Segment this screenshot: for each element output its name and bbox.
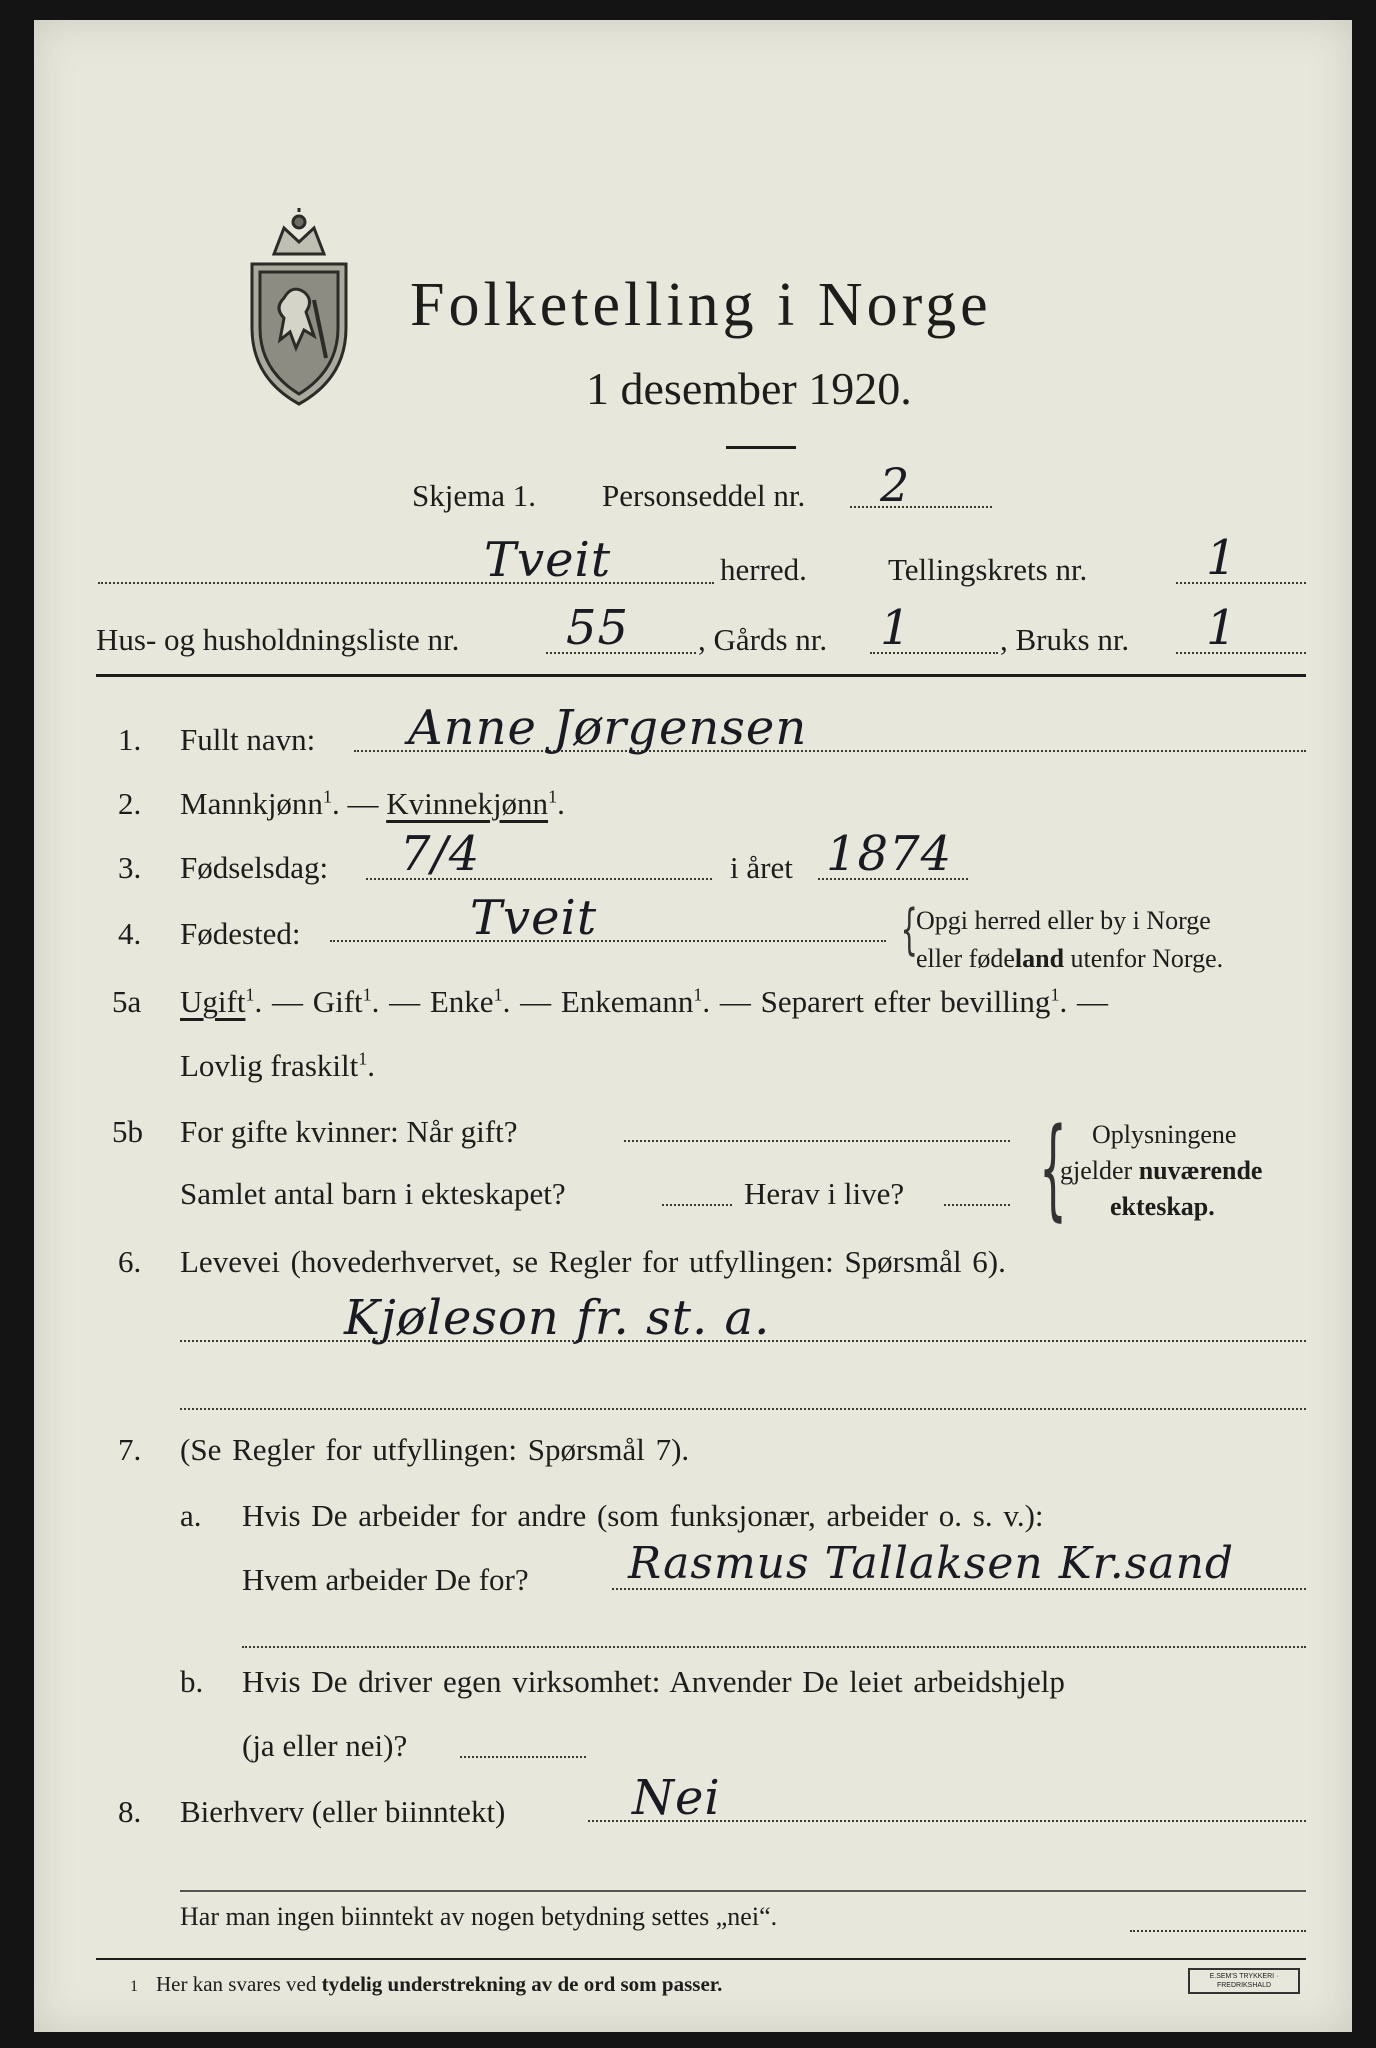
birthday-value: 7/4 (400, 826, 481, 882)
tellingskrets-value: 1 (1206, 530, 1238, 586)
side-income-value: Nei (632, 1770, 721, 1826)
employer-label: Hvem arbeider De for? (242, 1562, 529, 1597)
printer-stamp: E.SEM'S TRYKKERI · FREDRIKSHALD (1188, 1968, 1300, 1994)
question-8-number: 8. (118, 1794, 142, 1829)
bruks-label: , Bruks nr. (1000, 622, 1130, 657)
footer-separator (180, 1890, 1306, 1892)
hired-help-label: (ja eller nei)? (242, 1728, 408, 1763)
sex-options: Mannkjønn$^1$. — Kvinnekjønn$^1$. (180, 786, 565, 821)
birthplace-note-line-1: Opgi herred eller by i Norge (916, 906, 1211, 935)
footnote-separator (96, 1958, 1306, 1960)
lovlig-fraskilt-option: Lovlig fraskilt$^1$. (180, 1048, 375, 1083)
birthplace-note-line-2: eller fødeland utenfor Norge. (916, 944, 1224, 973)
birth-year-label: i året (730, 850, 793, 885)
herred-value: Tveit (484, 532, 612, 588)
marriage-note-line-3: ekteskap. (1110, 1192, 1215, 1221)
husholdningsliste-label: Hus- og husholdningsliste nr. (96, 622, 460, 657)
question-7a-label: Hvis De arbeider for andre (som funksjonær, arbeider o. s. v.): (242, 1498, 1044, 1533)
birthplace-note-brace: { (900, 898, 918, 961)
census-date: 1 desember 1920. (586, 363, 912, 414)
full-name-value: Anne Jørgensen (408, 700, 808, 756)
married-when-label: For gifte kvinner: Når gift? (180, 1114, 518, 1149)
birthday-label: Fødselsdag: (180, 850, 329, 885)
children-count-label: Samlet antal barn i ekteskapet? (180, 1176, 566, 1211)
norway-coat-of-arms-icon (244, 208, 354, 408)
birth-year-value: 1874 (826, 826, 953, 882)
title-divider (726, 446, 796, 449)
question-5a-number: 5a (112, 984, 142, 1019)
header-separator (96, 674, 1306, 677)
question-7-number: 7. (118, 1432, 142, 1467)
bruks-value: 1 (1206, 600, 1238, 656)
marriage-note-brace: { (1039, 1104, 1067, 1232)
husholdningsliste-value: 55 (566, 600, 630, 656)
birthplace-label: Fødested: (180, 916, 301, 951)
question-1-number: 1. (118, 722, 142, 757)
personseddel-value: 2 (880, 458, 911, 512)
question-7b-label: Hvis De driver egen virksomhet: Anvender De leiet arbeidshjelp (242, 1664, 1065, 1699)
herred-label: herred. (720, 552, 807, 587)
question-6-number: 6. (118, 1244, 142, 1279)
tellingskrets-label: Tellingskrets nr. (888, 552, 1088, 587)
marital-status-options: Ugift$^1$. — Gift$^1$. — Enke$^1$. — Enkemann$^1$. — Separert efter bevilling$^1$. — (180, 984, 1108, 1019)
occupation-value: Kjøleson fr. st. a. (344, 1290, 771, 1346)
personseddel-label: Personseddel nr. (602, 478, 806, 513)
gards-label: , Gårds nr. (698, 622, 828, 657)
occupation-label: Levevei (hovederhvervet, se Regler for utfyllingen: Spørsmål 6). (180, 1244, 1006, 1279)
question-7a-number: a. (180, 1498, 202, 1533)
marriage-note-line-1: Oplysningene (1092, 1120, 1237, 1149)
question-4-number: 4. (118, 916, 142, 951)
male-option: Mannkjønn (180, 786, 323, 821)
marriage-note-line-2: gjelder nuværende (1060, 1156, 1263, 1185)
question-2-number: 2. (118, 786, 142, 821)
form-title: Folketelling i Norge (410, 271, 992, 339)
ugift-option: Ugift (180, 984, 246, 1019)
side-income-label: Bierhverv (eller biinntekt) (180, 1794, 506, 1829)
question-5b-number: 5b (112, 1114, 143, 1149)
full-name-label: Fullt navn: (180, 722, 316, 757)
female-option: Kvinnekjønn (386, 786, 549, 821)
gards-value: 1 (880, 600, 912, 656)
question-7-label: (Se Regler for utfyllingen: Spørsmål 7). (180, 1432, 690, 1467)
question-7b-number: b. (180, 1664, 204, 1699)
children-alive-label: Herav i live? (744, 1176, 905, 1211)
side-income-note: Har man ingen biinntekt av nogen betydning settes „nei“. (180, 1902, 778, 1931)
birthplace-value: Tveit (470, 890, 598, 946)
schema-label: Skjema 1. (412, 478, 536, 513)
question-3-number: 3. (118, 850, 142, 885)
footnote: 1 Her kan svares ved tydelig understrekning av de ord som passer. (130, 1972, 723, 1996)
employer-value: Rasmus Tallaksen Kr.sand (628, 1538, 1235, 1589)
